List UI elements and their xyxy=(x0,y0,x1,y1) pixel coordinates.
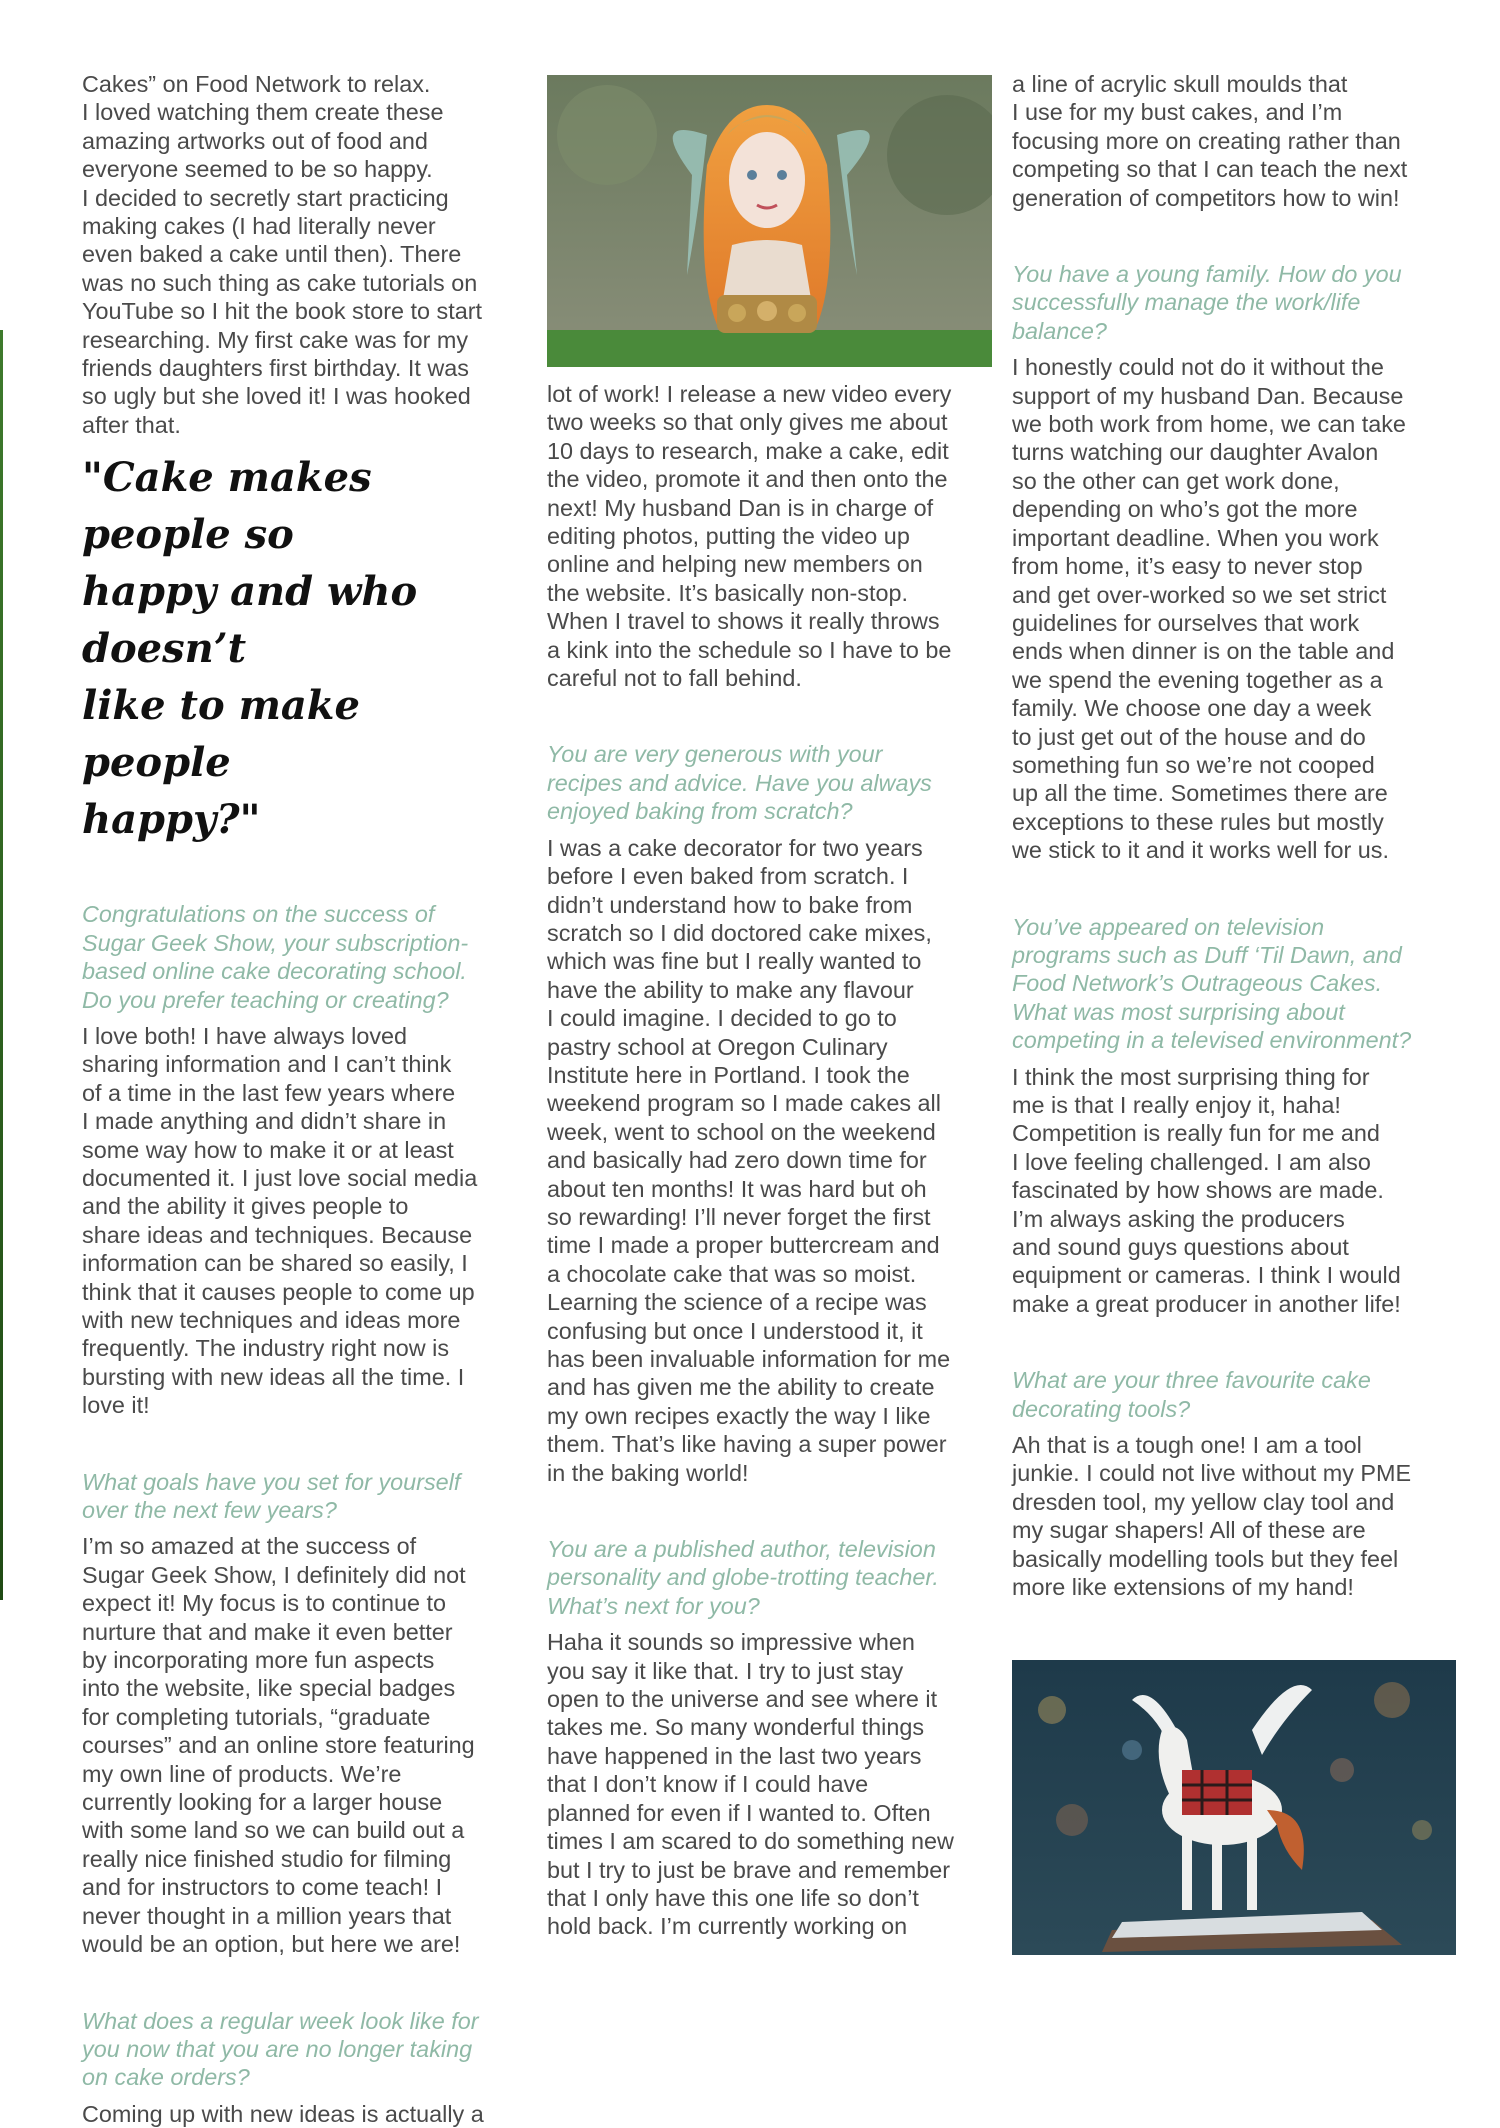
answer-regular-week-start: Coming up with new ideas is actually a xyxy=(82,2100,484,2127)
column-3 xyxy=(1012,70,1462,1602)
question-regular-week: What does a regular week look like for you now that you are no longer taking on cake orders? xyxy=(82,2007,479,2091)
question-favourite-tools: What are your three favourite cake decorating tools? xyxy=(1012,1367,1371,1422)
answer-teaching-or-creating: I love both! I have always loved sharing information and I can’t think of a time in the last few years where I made anything and didn’t share in some way how to make it or at least documented it. I just love social media and the ability it gives people to share ideas and techniques. Because information can be shared so easily, I think that it causes people to come up with new techniques and ideas more frequently. The industry right now is bursting with new ideas all the time. I love it! xyxy=(82,1022,478,1419)
pegasus-cake-photo xyxy=(1012,1660,1456,1955)
column-1 xyxy=(82,70,522,2128)
question-work-life-balance: You have a young family. How do you successfully manage the work/life balance? xyxy=(1012,261,1402,344)
page-edge-strip xyxy=(0,330,3,1600)
column-2 xyxy=(547,380,992,1941)
question-baking-from-scratch: You are very generous with your recipes and advice. Have you always enjoyed baking from scratch? xyxy=(547,741,932,825)
answer-favourite-tools: Ah that is a tough one! I am a tool junkie. I could not live without my PME dresden tool, my yellow clay tool and my sugar shapers! All of these are basically modelling tools but they feel more like extensions of my hand! xyxy=(1012,1432,1412,1601)
answer-television: I think the most surprising thing for me is that I really enjoy it, haha! Competition is really fun for me and I love feeling challenged. I am also fascinated by how shows are made. I’m always asking the producers and sound guys questions about equipment or cameras. I think I would make a great producer in another life! xyxy=(1012,1063,1401,1317)
answer-regular-week-continued: lot of work! I release a new video every two weeks so that only gives me about 10 days to research, make a cake, edit the video, promote it and then onto the next! My husband Dan is in charge of editing photos, putting the video up online and helping new members on the website. It’s basically non-stop. When I travel to shows it really throws a kink into the schedule so I have to be careful not to fall behind. xyxy=(547,381,952,692)
answer-whats-next-start: Haha it sounds so impressive when you say it like that. I try to just stay open to the universe and see where it takes me. So many wonderful things have happened in the last two years that I don’t know if I could have planned for even if I wanted to. Often times I am scared to do something new but I try to just be brave and remember that I only have this one life so don’t hold back. I’m currently working on xyxy=(547,1629,954,1940)
answer-baking-from-scratch: I was a cake decorator for two years before I even baked from scratch. I didn’t understand how to bake from scratch so I did doctored cake mixes, which was fine but I really wanted to have the ability to make any flavour I could imagine. I decided to go to pastry school at Oregon Culinary Institute here in Portland. I took the weekend program so I made cakes all week, went to school on the weekend and basically had zero down time for about ten months! It was hard but oh so rewarding! I’ll never forget the first time I made a proper buttercream and a chocolate cake that was so moist. Learning the science of a recipe was confusing but once I understood it, it has been invaluable information for me and has given me the ability to create my own recipes exactly the way I like them. That’s like having a super power in the baking world! xyxy=(547,834,951,1486)
answer-work-life-balance: I honestly could not do it without the support of my husband Dan. Because we both work from home, we can take turns watching our daughter Avalon so the other can get work done, depending on who’s got the more important deadline. When you work from home, it’s easy to never stop and get over-worked so we set strict guidelines for ourselves that work ends when dinner is on the table and we spend the evening together as a family. We choose one day a week to just get out of the house and do something fun so we’re not cooped up all the time. Sometimes there are exceptions to these rules but mostly we stick to it and it works well for us. xyxy=(1012,354,1406,864)
answer-whats-next-continued: a line of acrylic skull moulds that I use for my bust cakes, and I’m focusing more on creating rather than competing so that I can teach the next generation of competitors how to win! xyxy=(1012,71,1408,211)
question-goals: What goals have you set for yourself over the next few years? xyxy=(82,1468,461,1523)
fairy-bust-cake-photo xyxy=(547,75,992,367)
question-teaching-or-creating: Congratulations on the success of Sugar Geek Show, your subscription- based online cake decorating school. Do you prefer teaching or creating? xyxy=(82,901,469,1013)
pull-quote: "Cake makes people so happy and who doesn’t like to make people happy?" xyxy=(82,454,418,844)
question-television: You’ve appeared on television programs such as Duff ‘Til Dawn, and Food Network’s Outrageous Cakes. What was most surprising about competing in a televised environment? xyxy=(1012,913,1412,1054)
question-whats-next: You are a published author, television personality and globe-trotting teacher. What’s next for you? xyxy=(547,1536,939,1619)
answer-goals: I’m so amazed at the success of Sugar Geek Show, I definitely did not expect it! My focus is to continue to nurture that and make it even better by incorporating more fun aspects into the website, like special badges for completing tutorials, “graduate courses” and an online store featuring my own line of products. We’re currently looking for a larger house with some land so we can build out a really nice finished studio for filming and for instructors to come teach! I never thought in a million years that would be an option, but here we are! xyxy=(82,1533,475,1958)
intro-paragraph: Cakes” on Food Network to relax. I loved watching them create these amazing artworks out of food and everyone seemed to be so happy. I decided to secretly start practicing making cakes (I had literally never even baked a cake until then). There was no such thing as cake tutorials on YouTube so I hit the book store to start researching. My first cake was for my friends daughters first birthday. It was so ugly but she loved it! I was hooked after that. xyxy=(82,71,483,438)
